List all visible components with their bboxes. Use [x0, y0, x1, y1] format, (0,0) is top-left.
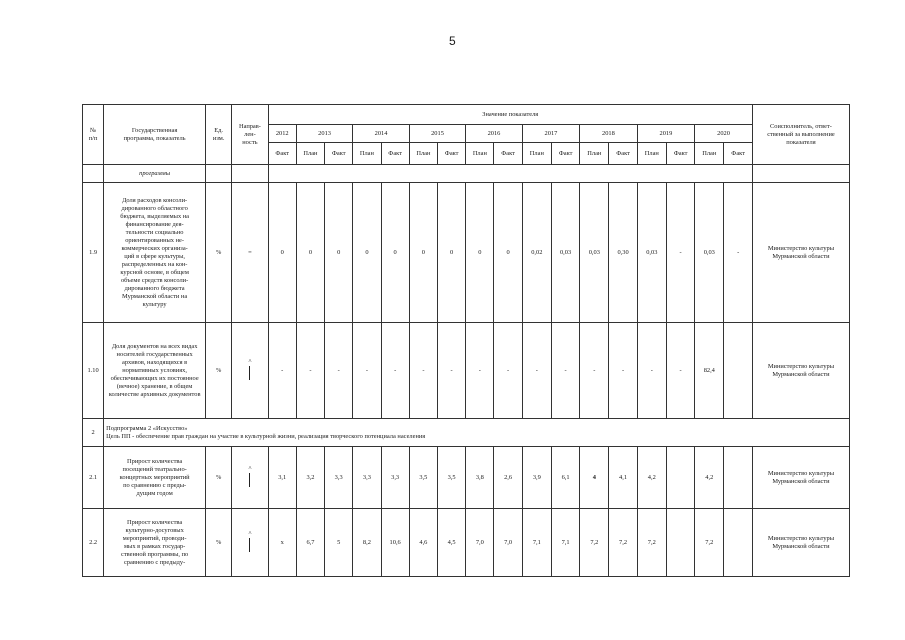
unit-cell: % — [206, 323, 232, 419]
value-cell: - — [666, 323, 694, 419]
unit-cell: % — [206, 447, 232, 509]
value-cell: - — [325, 323, 353, 419]
header-plan: План — [695, 143, 724, 165]
value-cell: 4,2 — [695, 447, 724, 509]
header-year: 2015 — [409, 125, 465, 143]
direction-arrow: ^ — [248, 530, 252, 537]
value-cell: - — [522, 323, 551, 419]
header-direction: Направ- лен- ность — [232, 105, 268, 165]
subprogram-title: Подпрограмма 2 «Искусство» — [106, 424, 188, 432]
value-cell — [666, 447, 694, 509]
row-number: 1.10 — [83, 323, 104, 419]
value-cell: 4,1 — [609, 447, 637, 509]
header-fact: Факт — [325, 143, 353, 165]
value-cell: - — [466, 323, 494, 419]
header-unit: Ед. изм. — [206, 105, 232, 165]
table-cell — [83, 165, 104, 183]
header-year: 2013 — [296, 125, 352, 143]
table-cell — [206, 165, 232, 183]
direction-arrow: ^ — [248, 465, 252, 472]
value-cell: 3,9 — [522, 447, 551, 509]
value-cell: 3,8 — [466, 447, 494, 509]
header-fact: Факт — [381, 143, 409, 165]
header-plan: План — [466, 143, 494, 165]
value-cell: - — [551, 323, 579, 419]
value-cell: 7,2 — [580, 509, 609, 577]
executor-cell: Министерство культуры Мурманской области — [752, 183, 849, 323]
value-cell: 0,03 — [580, 183, 609, 323]
value-cell: 7,1 — [551, 509, 579, 577]
table-cell — [268, 165, 752, 183]
table-cell — [752, 165, 849, 183]
indicator-name: Прирост количества посещений театрально- концертных мероприятий по сравнению с преды- дущим годом — [104, 447, 206, 509]
direction-cell — [232, 509, 268, 577]
row-number: 2 — [83, 419, 104, 447]
direction-line — [249, 366, 250, 380]
subprogram-row — [83, 419, 850, 447]
unit-cell: % — [206, 183, 232, 323]
value-cell: 4,6 — [409, 509, 437, 577]
header-year: 2020 — [695, 125, 753, 143]
executor-cell: Министерство культуры Мурманской области — [752, 509, 849, 577]
table-row — [83, 447, 850, 509]
value-cell: - — [494, 323, 522, 419]
header-plan: План — [296, 143, 324, 165]
value-cell: 0,30 — [609, 183, 637, 323]
header-plan: План — [580, 143, 609, 165]
value-cell: 0 — [381, 183, 409, 323]
value-cell: - — [353, 323, 381, 419]
value-cell — [666, 509, 694, 577]
value-cell: 82,4 — [695, 323, 724, 419]
value-cell: 0 — [353, 183, 381, 323]
value-cell: 6,7 — [296, 509, 324, 577]
value-cell — [724, 323, 753, 419]
value-cell: 0 — [296, 183, 324, 323]
value-cell: - — [409, 323, 437, 419]
value-cell: 3,2 — [296, 447, 324, 509]
value-cell: 0 — [409, 183, 437, 323]
value-cell: - — [438, 323, 466, 419]
value-cell: - — [666, 183, 694, 323]
page-number: 5 — [449, 34, 456, 48]
direction-cell — [232, 323, 268, 419]
value-cell: 7,1 — [522, 509, 551, 577]
header-fact: Факт — [551, 143, 579, 165]
table-row — [83, 323, 850, 419]
executor-cell: Министерство культуры Мурманской области — [752, 323, 849, 419]
table-cell — [232, 165, 268, 183]
indicator-name: Доля расходов консоли- дированного областного бюджета, выделяемых на финансирование дея- тельности социально ориентированных не- коммерческих организа- ций в сфере культуры, распределенных на кон- курсной основе, в общем объеме средств консоли- дированного бюджета Мурманской области на культуру — [104, 183, 206, 323]
value-cell: 2,6 — [494, 447, 522, 509]
indicator-name: Прирост количества культурно-досуговых мероприятий, проводи- мых в рамках государ- ственной программы, по сравнению с предыду- — [104, 509, 206, 577]
value-cell: 7,0 — [494, 509, 522, 577]
value-cell: 0 — [438, 183, 466, 323]
value-cell: 4,2 — [637, 447, 666, 509]
value-cell: - — [268, 323, 296, 419]
value-cell — [724, 447, 753, 509]
value-cell: 0,02 — [522, 183, 551, 323]
value-cell: - — [381, 323, 409, 419]
header-fact: Факт — [609, 143, 637, 165]
direction-line — [249, 473, 250, 487]
executor-cell: Министерство культуры Мурманской области — [752, 447, 849, 509]
direction-cell: = — [232, 183, 268, 323]
value-cell: 0 — [466, 183, 494, 323]
header-executor: Соисполнитель, ответ- ственный за выполнение показателя — [752, 105, 849, 165]
value-cell: 3,3 — [381, 447, 409, 509]
value-cell: 7,2 — [695, 509, 724, 577]
value-cell: 0 — [268, 183, 296, 323]
header-fact: Факт — [666, 143, 694, 165]
value-cell: 3,3 — [353, 447, 381, 509]
header-year: 2018 — [580, 125, 637, 143]
value-cell: - — [724, 183, 753, 323]
header-plan: План — [522, 143, 551, 165]
row-number: 2.1 — [83, 447, 104, 509]
value-cell: 6,1 — [551, 447, 579, 509]
header-values-title: Значение показателя — [268, 105, 752, 125]
subprogram-goal: Цель ПП - обеспечение прав граждан на участие в культурной жизни, реализация творческого потенциала населения — [106, 432, 426, 440]
value-cell: х — [268, 509, 296, 577]
direction-cell — [232, 447, 268, 509]
value-cell: 0 — [325, 183, 353, 323]
row-number: 2.2 — [83, 509, 104, 577]
value-cell: 0,03 — [695, 183, 724, 323]
value-cell: 8,2 — [353, 509, 381, 577]
value-cell: - — [609, 323, 637, 419]
value-cell: 3,3 — [325, 447, 353, 509]
value-cell: 3,1 — [268, 447, 296, 509]
header-program: Государственная программа, показатель — [104, 105, 206, 165]
value-cell: 0 — [494, 183, 522, 323]
indicators-table — [82, 104, 850, 577]
value-cell: 7,2 — [609, 509, 637, 577]
header-year: 2014 — [353, 125, 409, 143]
value-cell: - — [580, 323, 609, 419]
header-plan: План — [353, 143, 381, 165]
header-year: 2017 — [522, 125, 579, 143]
table-row — [83, 509, 850, 577]
value-cell — [724, 509, 753, 577]
header-year: 2012 — [268, 125, 296, 143]
subprogram-heading — [104, 419, 850, 447]
header-plan: План — [409, 143, 437, 165]
header-fact: Факт — [438, 143, 466, 165]
value-cell: 0,03 — [551, 183, 579, 323]
continuation-label: программы — [104, 165, 206, 183]
table-row — [83, 183, 850, 323]
header-num: № п/п — [83, 105, 104, 165]
value-cell: - — [296, 323, 324, 419]
header-fact: Факт — [724, 143, 753, 165]
indicator-name: Доля документов на всех видах носителей государственных архивов, находящихся в нормативных условиях, обеспечивающих их постоянное (вечное) хранение, в общем количестве архивных документов — [104, 323, 206, 419]
value-cell: 10,6 — [381, 509, 409, 577]
value-cell: 4,5 — [438, 509, 466, 577]
value-cell: 7,0 — [466, 509, 494, 577]
header-fact: Факт — [268, 143, 296, 165]
value-cell: - — [637, 323, 666, 419]
header-plan: План — [637, 143, 666, 165]
row-number: 1.9 — [83, 183, 104, 323]
direction-line — [249, 538, 250, 552]
value-cell: 0,03 — [637, 183, 666, 323]
value-cell: 3,5 — [409, 447, 437, 509]
value-cell: 7,2 — [637, 509, 666, 577]
value-cell: 3,5 — [438, 447, 466, 509]
header-year: 2019 — [637, 125, 694, 143]
value-cell: 4 — [580, 447, 609, 509]
unit-cell: % — [206, 509, 232, 577]
direction-arrow: ^ — [248, 358, 252, 365]
value-cell: 5 — [325, 509, 353, 577]
header-fact: Факт — [494, 143, 522, 165]
header-year: 2016 — [466, 125, 522, 143]
